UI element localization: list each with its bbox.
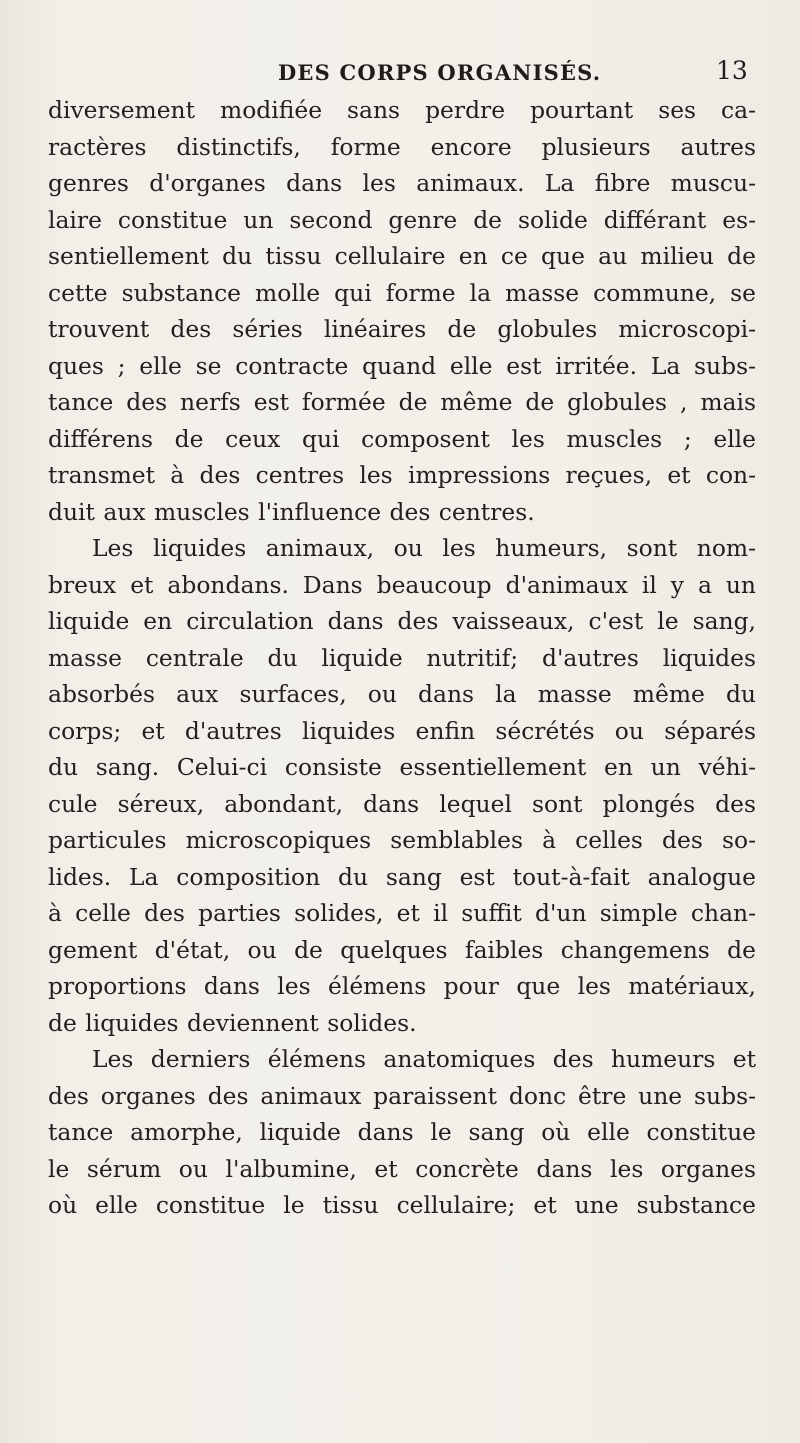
- running-title: DES CORPS ORGANISÉS.: [278, 60, 602, 85]
- text-line: particules microscopiques semblables à celles des so-: [48, 826, 756, 854]
- text-line: lides. La composition du sang est tout-à-fait analogue: [48, 862, 756, 891]
- text-line: corps; et d'autres liquides enfin sécrétés ou séparés: [48, 716, 756, 745]
- text-line: à celle des parties solides, et il suffit d'un simple chan-: [48, 899, 756, 927]
- text-line: breux et abondans. Dans beaucoup d'animaux il y a un: [48, 570, 756, 599]
- body-text: [48, 92, 756, 1224]
- text-line: ques ; elle se contracte quand elle est irritée. La subs-: [48, 351, 756, 380]
- text-line: laire constitue un second genre de solide différant es-: [48, 205, 756, 234]
- text-line: genres d'organes dans les animaux. La fibre muscu-: [48, 169, 756, 197]
- paragraph: [48, 530, 756, 1041]
- text-line: trouvent des séries linéaires de globules microscopi-: [48, 315, 756, 343]
- text-line: transmet à des centres les impressions reçues, et con-: [48, 461, 756, 489]
- page-number: 13: [716, 56, 748, 85]
- text-line: Les liquides animaux, ou les humeurs, sont nom-: [92, 534, 756, 562]
- paragraph: [48, 1041, 756, 1224]
- text-line: sentiellement du tissu cellulaire en ce que au milieu de: [48, 242, 756, 270]
- text-line: cette substance molle qui forme la masse commune, se: [48, 278, 756, 307]
- text-line: différens de ceux qui composent les muscles ; elle: [48, 424, 756, 453]
- page-header: [0, 56, 800, 90]
- text-line: du sang. Celui-ci consiste essentiellement en un véhi-: [48, 753, 756, 781]
- text-line: proportions dans les élémens pour que les matériaux,: [48, 972, 756, 1000]
- paragraph: [48, 92, 756, 530]
- text-line: absorbés aux surfaces, ou dans la masse même du: [48, 680, 756, 708]
- text-line: de liquides deviennent solides.: [48, 1008, 417, 1037]
- text-line: cule séreux, abondant, dans lequel sont plongés des: [48, 789, 756, 818]
- text-line: gement d'état, ou de quelques faibles changemens de: [48, 935, 756, 964]
- text-line: diversement modifiée sans perdre pourtant ses ca-: [48, 96, 756, 124]
- text-line: le sérum ou l'albumine, et concrète dans les organes: [48, 1154, 756, 1183]
- text-line: duit aux muscles l'influence des centres.: [48, 497, 535, 526]
- text-line: où elle constitue le tissu cellulaire; et une substance: [48, 1191, 756, 1219]
- text-line: des organes des animaux paraissent donc être une subs-: [48, 1081, 756, 1110]
- text-line: masse centrale du liquide nutritif; d'autres liquides: [48, 643, 756, 672]
- text-line: liquide en circulation dans des vaisseaux, c'est le sang,: [48, 607, 756, 635]
- text-line: Les derniers élémens anatomiques des humeurs et: [92, 1045, 756, 1073]
- text-line: tance des nerfs est formée de même de globules , mais: [48, 388, 756, 416]
- text-line: ractères distinctifs, forme encore plusieurs autres: [48, 132, 756, 161]
- text-line: tance amorphe, liquide dans le sang où elle constitue: [48, 1118, 756, 1146]
